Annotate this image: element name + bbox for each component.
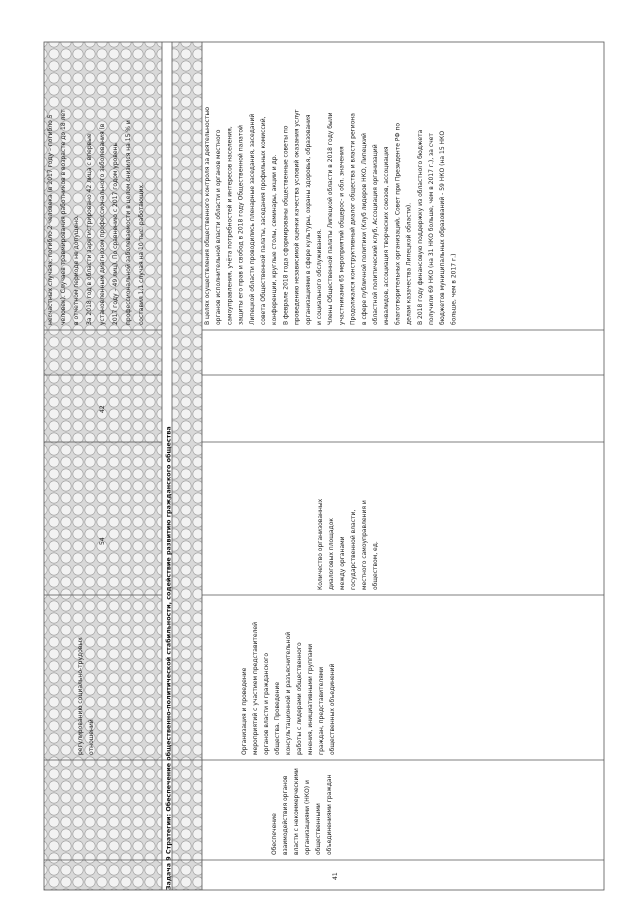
- result-line: органов исполнительной власти области и органов местного: [215, 129, 223, 325]
- svg-text:профессиональной заболеваемост: профессиональной заболеваемости в целом снизился на 15 % и: [125, 120, 132, 325]
- svg-text:установленным диагнозом профес: установленным диагнозом профессионального заболевания (в: [99, 123, 106, 325]
- result-line: бюджетов муниципальных образований - 59 НКО (на 15 НКО: [439, 130, 447, 325]
- svg-text:регулированию социально-трудов: регулированию социально-трудовых: [77, 637, 84, 755]
- result-line: совета Общественной палаты, заседания профильных комиссий,: [260, 116, 267, 325]
- svg-text:человек). Случаев травмировани: человек). Случаев травмирования работников в возрасте до 18 лет: [60, 109, 67, 325]
- indicator-line: государственной власти,: [350, 509, 357, 590]
- measure-line: граждан, представителями: [318, 666, 325, 755]
- result-line: организациями в сфере культуры, охраны здоровья, образования: [304, 114, 312, 325]
- row41-measures: [241, 622, 336, 755]
- measure-line: работы с лидерами общественного: [296, 642, 303, 755]
- indicator-line: между органами: [339, 536, 346, 590]
- result-line: конференции, круглые столы, семинары, акции и др.: [271, 154, 279, 325]
- row41-result: [204, 107, 457, 325]
- measure-line: консультационной и разъяснительной: [285, 631, 292, 755]
- task-header: [165, 426, 173, 890]
- measure-line: мнения, инициативными группами: [307, 643, 314, 755]
- svg-text:составил 1,1 случая на 10 тыс.: составил 1,1 случая на 10 тыс. работающих.: [138, 183, 145, 325]
- svg-text:отношений: отношений: [88, 719, 95, 755]
- result-line: участниками 65 мероприятий общерос- и обл. значения: [338, 146, 346, 325]
- result-line: областной политический клуб, Ассоциация организаций: [372, 144, 379, 325]
- result-line: В 2018 году финансовую поддержку из областного бюджета: [416, 129, 424, 325]
- row41-indicator: [317, 498, 379, 590]
- svg-text:54: 54: [99, 537, 106, 545]
- measure-line: общественных объединений: [329, 663, 336, 755]
- direction-line: организациями (НКО) и: [304, 780, 311, 855]
- svg-text:в отчетном периоде не допущено: в отчетном периоде не допущено.: [73, 215, 80, 325]
- svg-text:42: 42: [99, 405, 106, 413]
- indicator-line: обществом, ед.: [372, 541, 379, 590]
- svg-text:несчастных случаях, погибло 2: несчастных случаях, погибло 2 человека (в 2017 году – погибло 5: [47, 114, 54, 325]
- result-line: Члены Общественной палаты Липецкой области в 2018 году были: [327, 112, 335, 325]
- result-line: Липецкой области проводились пленарные заседания, заседаний: [248, 113, 256, 325]
- svg-text:2017 году – 49 лиц). По сравне: 2017 году – 49 лиц). По сравнению с 2017 годом уровень: [112, 142, 119, 325]
- direction-line: Обеспечение: [271, 813, 278, 855]
- svg-text:41: 41: [332, 872, 339, 880]
- direction-line: взаимодействия органов: [282, 775, 289, 855]
- result-line: В феврале 2018 года сформированы общественные советы по: [282, 125, 290, 325]
- direction-line: общественными: [315, 803, 322, 855]
- row41-plan: [99, 537, 106, 545]
- result-line: В целях осуществления общественного контроля за деятельностью: [204, 106, 211, 325]
- direction-line: власти с некоммерческими: [293, 768, 300, 855]
- result-line: получили 69 НКО (на 31 НКО больше, чем в 2017 г.), за счет: [428, 133, 435, 325]
- result-line: проведению независимой оценки качества условий оказания услуг: [293, 109, 301, 325]
- indicator-line: Количество организованных: [317, 498, 324, 590]
- result-line: Продолжался конструктивный диалог общества и власти региона: [349, 113, 357, 325]
- row41-fact: [99, 405, 106, 413]
- hatched-strip-right: [172, 42, 202, 890]
- result-line: в сфере публичной политики (Клуб лидеров НКО, Липецкий: [360, 133, 368, 325]
- svg-text:За 2018 год в области зарегист: За 2018 год в области зарегистрировано 42 лица с впервые: [86, 133, 93, 325]
- indicator-line: диалоговых площадок: [328, 518, 335, 590]
- result-line: защиты его прав и свобод в 2018 году Общественной палатой: [237, 125, 245, 325]
- result-line: инвалидов, ассоциация творческих союзов, ассоциация: [383, 146, 391, 325]
- task-header-text: Задача 9 Стратегии: Обеспечение общественно-политической стабильности, содействие развитию гражданского общества: [164, 426, 173, 890]
- indicator-line: местного самоуправления и: [361, 500, 368, 590]
- row41-direction: [271, 768, 333, 855]
- result-line: больше, чем в 2017 г.): [450, 253, 458, 325]
- measure-line: органов власти и гражданского: [263, 652, 270, 755]
- measure-line: Организация и проведение: [241, 667, 248, 755]
- measure-line: общества. Проведение: [274, 681, 281, 755]
- result-line: самоуправления, учёта потребностей и интересов населения,: [226, 126, 234, 325]
- measure-line: мероприятий с участием представителей: [252, 621, 259, 755]
- result-line: и социального обслуживания.: [316, 228, 323, 325]
- result-line: благотворительных организаций, Совет при Президенте РФ по: [394, 122, 402, 325]
- direction-line: объединениями граждан: [326, 774, 333, 855]
- result-line: делам казачества Липецкой области).: [405, 202, 413, 325]
- row41-number: [332, 872, 339, 880]
